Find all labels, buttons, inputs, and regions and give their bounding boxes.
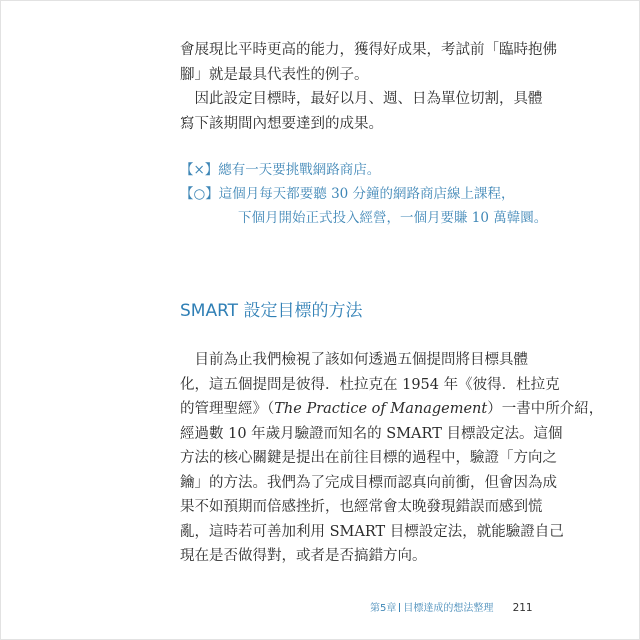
paragraph-smart (180, 348, 604, 569)
section-heading: SMART 設定目標的方法 (180, 301, 363, 321)
paragraph-line: 鑰」的方法。我們為了完成目標而認真向前衝，但會因為成 (180, 474, 557, 491)
book-title-prefix: 的管理聖經》（ (180, 401, 275, 417)
paragraph-line: 亂，這時若可善加利用 SMART 目標設定法，就能驗證自己 (180, 523, 564, 540)
paragraph-line (180, 397, 604, 422)
paragraph-line: 腳」就是最具代表性的例子。 (180, 66, 369, 83)
paragraph-line: 目前為止我們檢視了該如何透過五個提問將目標具體 (180, 352, 528, 368)
book-title-italic: The Practice of Management (274, 401, 488, 417)
page-number: 211 (512, 602, 533, 614)
paragraph-line: 會展現比平時更高的能力，獲得好成果，考試前「臨時抱佛 (180, 42, 557, 58)
good-example-line-2: 下個月開始正式投入經營，一個月要賺 10 萬韓圜。 (238, 210, 548, 226)
paragraph-line: 方法的核心關鍵是提出在前往目標的過程中，驗證「方向之 (180, 450, 557, 466)
bad-example: 【×】總有一天要挑戰網路商店。 (180, 162, 381, 178)
paragraph-line: 現在是否做得對，或者是否搞錯方向。 (180, 548, 427, 564)
example-block (180, 158, 548, 230)
good-example-line-1: 【○】這個月每天都要聽 30 分鐘的網路商店線上課程， (180, 186, 515, 202)
footer-chapter: 第5章 (370, 603, 397, 614)
footer-chapter-title: 目標達成的想法整理 (403, 603, 494, 614)
paragraph-intro (180, 38, 557, 87)
footer-divider (399, 603, 400, 612)
paragraph-goal-setting (180, 87, 543, 136)
paragraph-line: 化，這五個提問是彼得．杜拉克在 1954 年《彼得．杜拉克 (180, 376, 560, 393)
page-footer (370, 601, 533, 616)
paragraph-line: 經過數 10 年歲月驗證而知名的 SMART 目標設定法。這個 (180, 425, 563, 442)
paragraph-line: 寫下該期間內想要達到的成果。 (180, 115, 383, 132)
paragraph-line: 果不如預期而倍感挫折，也經常會太晚發現錯誤而感到慌 (180, 499, 543, 515)
paragraph-line: 因此設定目標時，最好以月、週、日為單位切割，具體 (180, 91, 543, 107)
book-title-suffix: ）一書中所介紹， (487, 401, 604, 417)
